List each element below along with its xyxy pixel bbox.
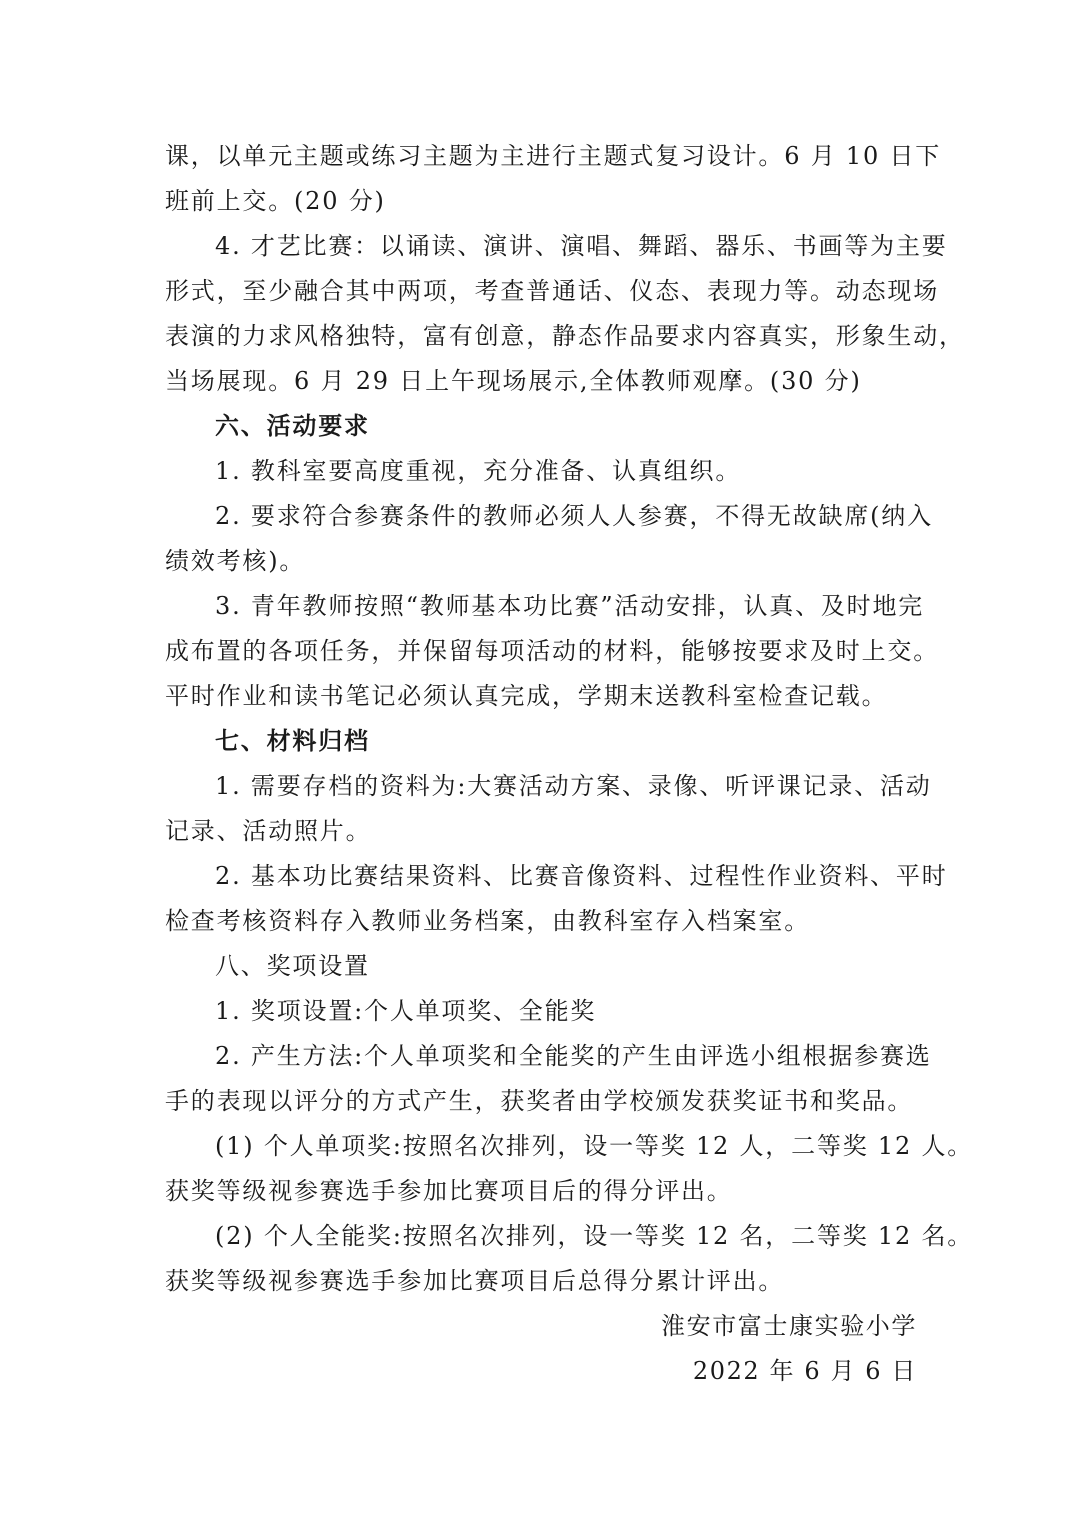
paragraph-archive-1 [165,764,932,854]
text-line: 4. 才艺比赛：以诵读、演讲、演唱、舞蹈、器乐、书画等为主要 [215,232,948,260]
text-line: 2. 要求符合参赛条件的教师必须人人参赛，不得无故缺席(纳入 [215,502,933,530]
text-line: (2) 个人全能奖:按照名次排列，设一等奖 12 名，二等奖 12 名。 [215,1222,974,1250]
text-line: 3. 青年教师按照“教师基本功比赛”活动安排，认真、及时地完 [215,592,925,620]
text-line: 1. 奖项设置:个人单项奖、全能奖 [215,997,597,1025]
text-line: 1. 教科室要高度重视，充分准备、认真组织。 [215,457,742,485]
text-line: 成布置的各项任务，并保留每项活动的材料，能够按要求及时上交。 [165,637,939,665]
text-line: 1. 需要存档的资料为:大赛活动方案、录像、听评课记录、活动 [215,772,932,800]
paragraph-award-2 [165,1034,932,1124]
text-line: 检查考核资料存入教师业务档案，由教科室存入档案室。 [165,907,810,935]
paragraph-continuation [165,134,942,224]
text-line: 课，以单元主题或练习主题为主进行主题式复习设计。6 月 10 日下 [165,142,942,170]
text-line: 2. 产生方法:个人单项奖和全能奖的产生由评选小组根据参赛选 [215,1042,932,1070]
paragraph-req-1 [165,449,917,494]
paragraph-talent-contest-cont [165,269,965,404]
text-line: 平时作业和读书笔记必须认真完成，学期末送教科室检查记载。 [165,682,888,710]
paragraph-award-1 [165,989,917,1034]
text-line: 获奖等级视参赛选手参加比赛项目后总得分累计评出。 [165,1267,785,1295]
text-line: 2. 基本功比赛结果资料、比赛音像资料、过程性作业资料、平时 [215,862,948,890]
signature-date: 2022 年 6 月 6 日 [692,1357,917,1385]
paragraph-award-individual [165,1124,974,1214]
text-line: 当场展现。6 月 29 日上午现场展示,全体教师观摩。(30 分) [165,367,862,395]
paragraph-talent-contest [165,224,948,269]
paragraph-req-3 [165,584,939,719]
text-line: 手的表现以评分的方式产生，获奖者由学校颁发获奖证书和奖品。 [165,1087,914,1115]
text-line: 班前上交。(20 分) [165,187,386,215]
text-line: 记录、活动照片。 [165,817,372,845]
document-page [165,134,974,1394]
text-line: (1) 个人单项奖:按照名次排列，设一等奖 12 人，二等奖 12 人。 [215,1132,974,1160]
text-line: 表演的力求风格独特，富有创意，静态作品要求内容真实，形象生动， [165,322,965,350]
text-line: 绩效考核)。 [165,547,306,575]
text-line: 形式，至少融合其中两项，考查普通话、仪态、表现力等。动态现场 [165,277,939,305]
section-heading-material-archive: 七、材料归档 [215,727,370,755]
paragraph-req-2 [165,494,933,584]
paragraph-archive-2 [165,854,948,944]
section-heading-activity-requirements: 六、活动要求 [215,412,370,440]
text-line: 获奖等级视参赛选手参加比赛项目后的得分评出。 [165,1177,733,1205]
signature-organization: 淮安市富士康实验小学 [661,1312,917,1340]
paragraph-award-allround [165,1214,974,1304]
section-heading-awards: 八、奖项设置 [215,952,370,980]
